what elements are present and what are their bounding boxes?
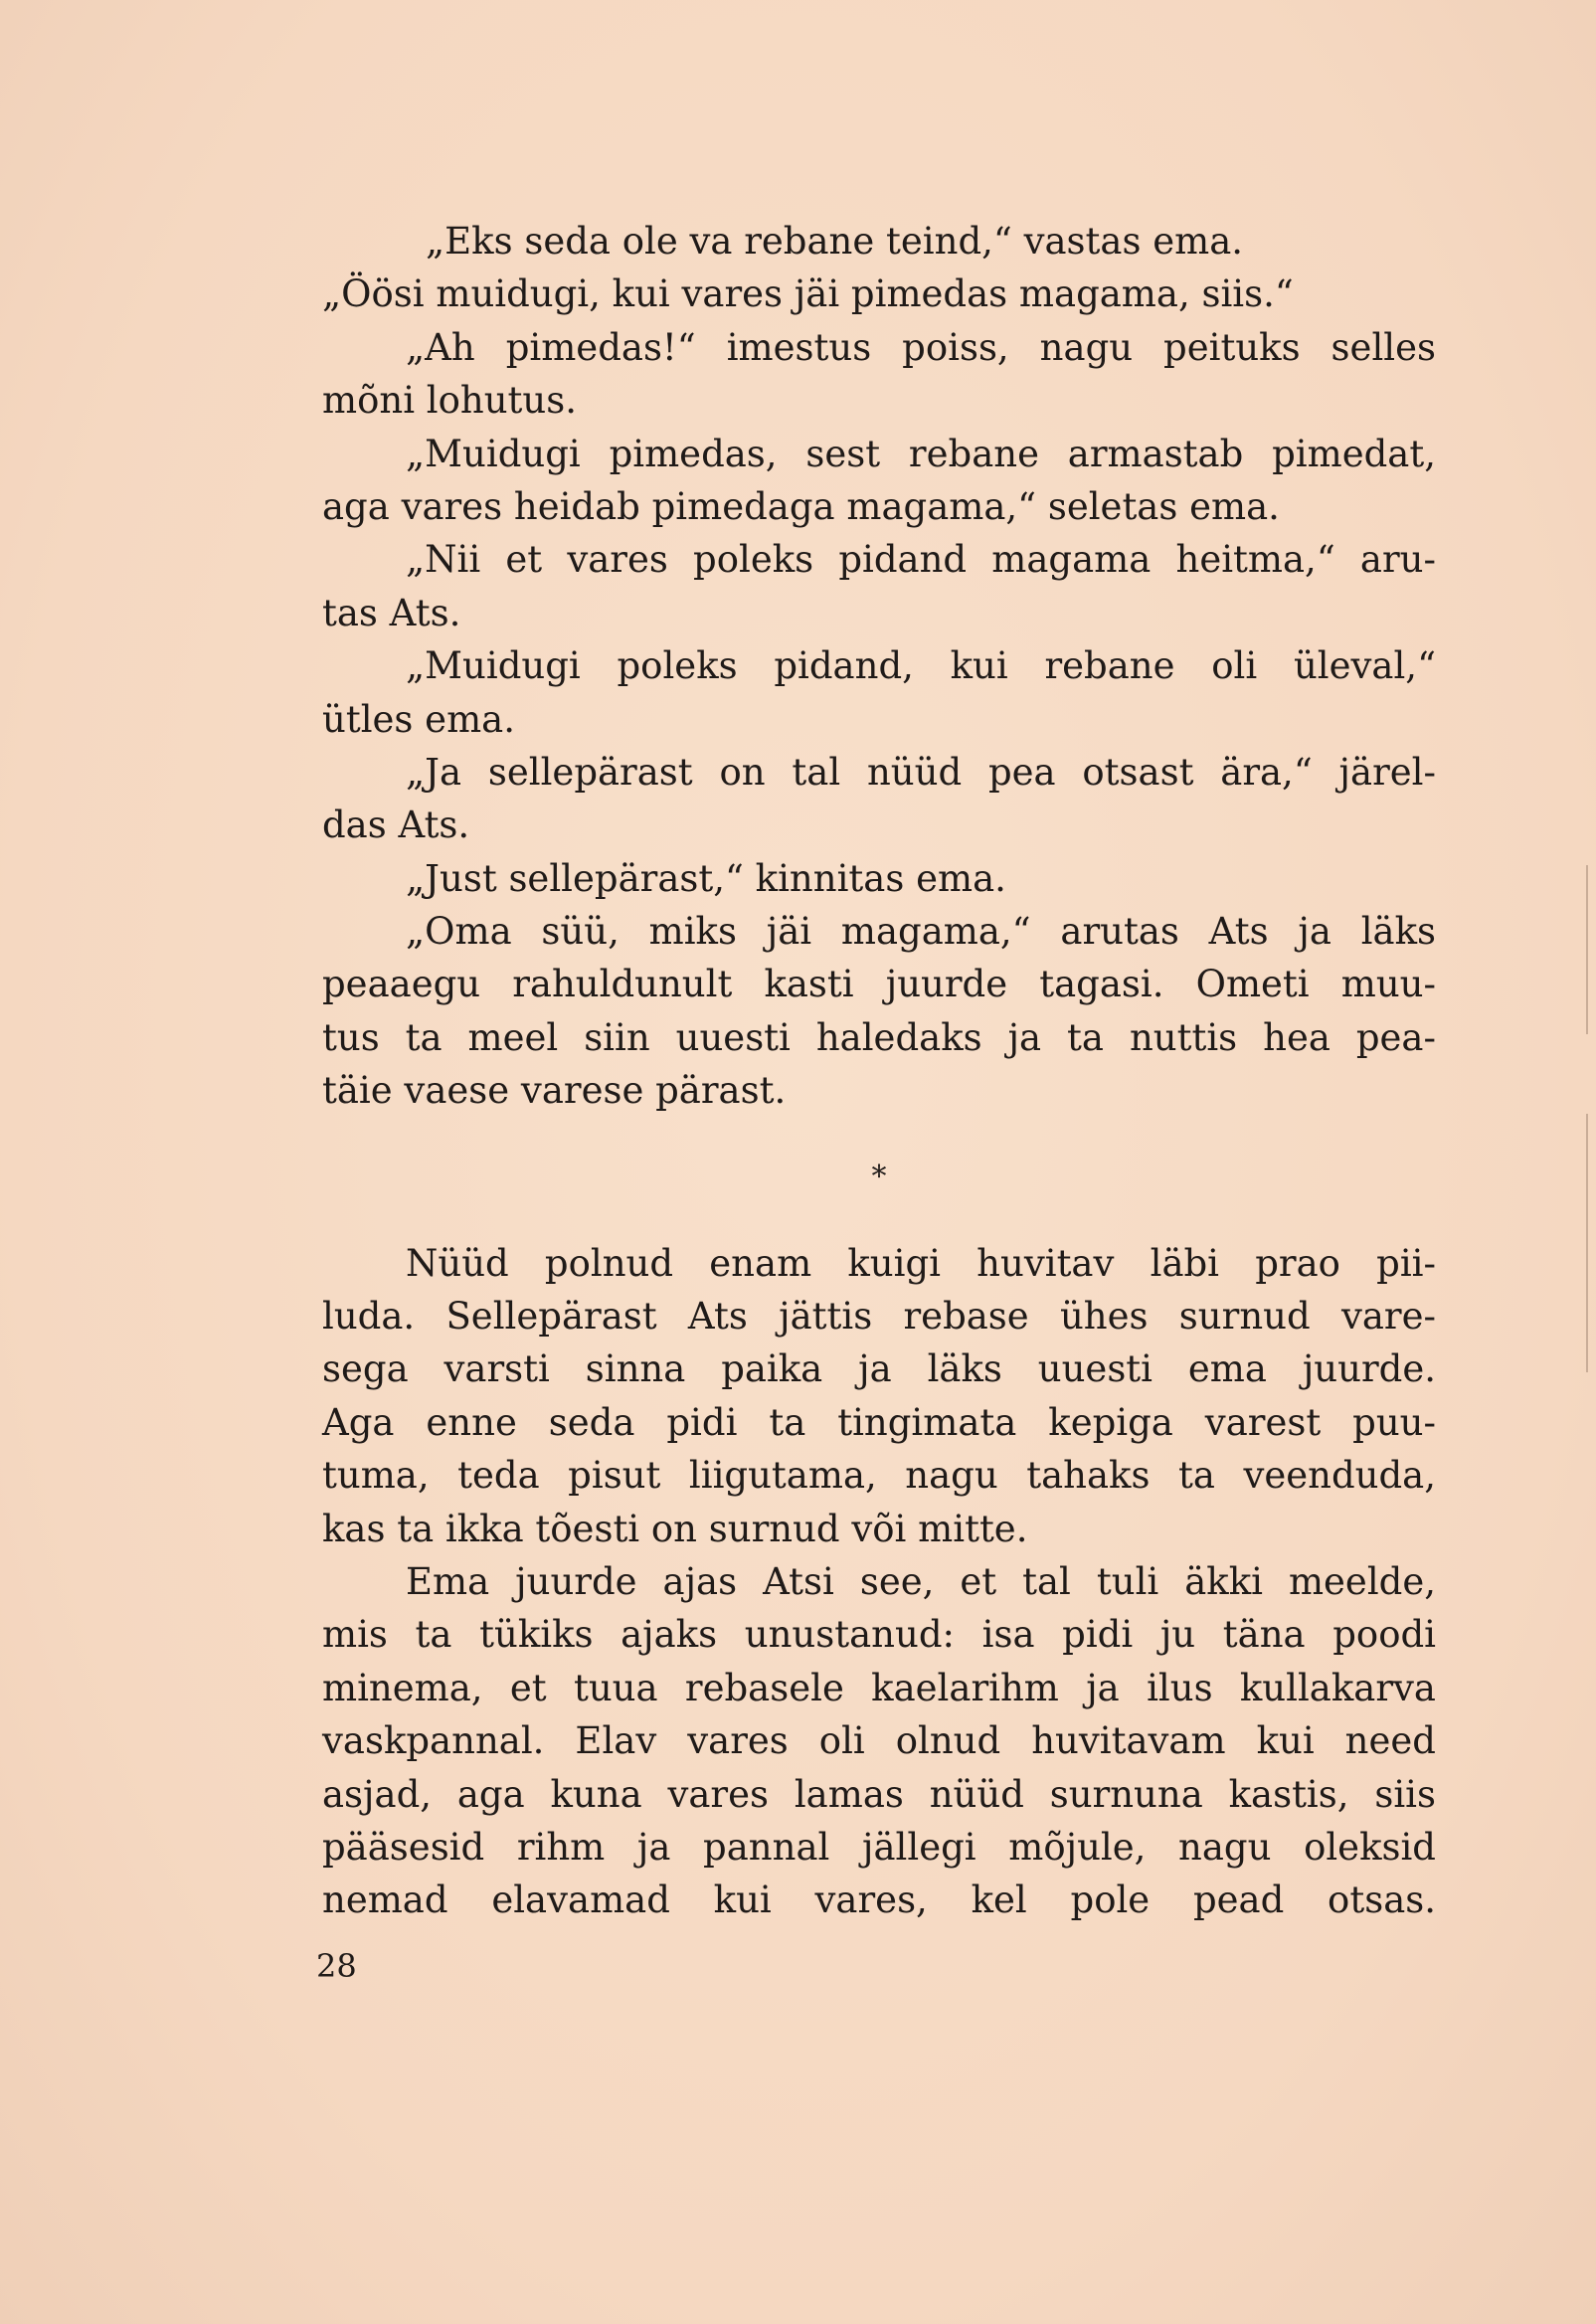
text-line: das Ats. [322,804,470,847]
text-line: tas Ats. [322,591,461,634]
text-line: nemad elavamad kui vares, kel pole pead otsas. [322,1878,1436,1922]
text-line: „Ja sellepärast on tal nüüd pea otsast ära,“ järel- [406,750,1436,794]
text-line: „Oma süü, miks jäi magama,“ arutas Ats ja läks [406,910,1436,954]
text-line: „Ah pimedas!“ imestus poiss, nagu peituks selles [406,325,1436,369]
text-line: „Just sellepärast,“ kinnitas ema. [406,856,1006,900]
text-line: „Muidugi poleks pidand, kui rebane oli üleval,“ [406,644,1436,688]
text-line: täie vaese varese pärast. [322,1069,787,1113]
text-line: Nüüd polnud enam kuigi huvitav läbi prao pii- [406,1241,1436,1285]
body-text [322,215,1436,1927]
text-line: Aga enne seda pidi ta tingimata kepiga varest puu- [322,1400,1436,1444]
text-line: tuma, teda pisut liigutama, nagu tahaks ta veenduda, [322,1454,1436,1498]
page-number: 28 [316,1947,357,1985]
text-line: tus ta meel siin uuesti haledaks ja ta nuttis hea pea- [322,1015,1436,1059]
text-line: Ema juurde ajas Atsi see, et tal tuli äkki meelde, [406,1559,1436,1603]
page-edge-shadow [1586,1114,1588,1372]
text-line: „Nii et vares poleks pidand magama heitma,“ aru- [406,538,1436,582]
text-line: mis ta tükiks ajaks unustanud: isa pidi ju täna poodi [322,1613,1436,1657]
text-line: sega varsti sinna paika ja läks uuesti ema juurde. [322,1347,1436,1391]
text-line: peaaegu rahuldunult kasti juurde tagasi. Ometi muu- [322,963,1436,1006]
text-line: „Öösi muidugi, kui vares jäi pimedas magama, siis.“ [322,272,1294,316]
text-line: asjad, aga kuna vares lamas nüüd surnuna kastis, siis [322,1772,1436,1816]
text-line: ütles ema. [322,697,515,741]
text-line: minema, et tuua rebasele kaelarihm ja ilus kullakarva [322,1666,1436,1709]
text-line: luda. Sellepärast Ats jättis rebase ühes surnud vare- [322,1295,1436,1339]
text-line: kas ta ikka tõesti on surnud või mitte. [322,1507,1028,1550]
text-line: vaskpannal. Elav vares oli olnud huvitavam kui need [322,1719,1436,1763]
text-line: „Eks seda ole va rebane teind,“ vastas ema. [426,220,1244,263]
page-edge-shadow [1586,865,1588,1034]
text-line: „Muidugi pimedas, sest rebane armastab pimedat, [406,432,1436,475]
section-break-asterisk: * [871,1159,887,1194]
text-line: mõni lohutus. [322,379,578,423]
text-line: aga vares heidab pimedaga magama,“ seletas ema. [322,484,1280,528]
text-line: pääsesid rihm ja pannal jällegi mõjule, nagu oleksid [322,1825,1436,1869]
